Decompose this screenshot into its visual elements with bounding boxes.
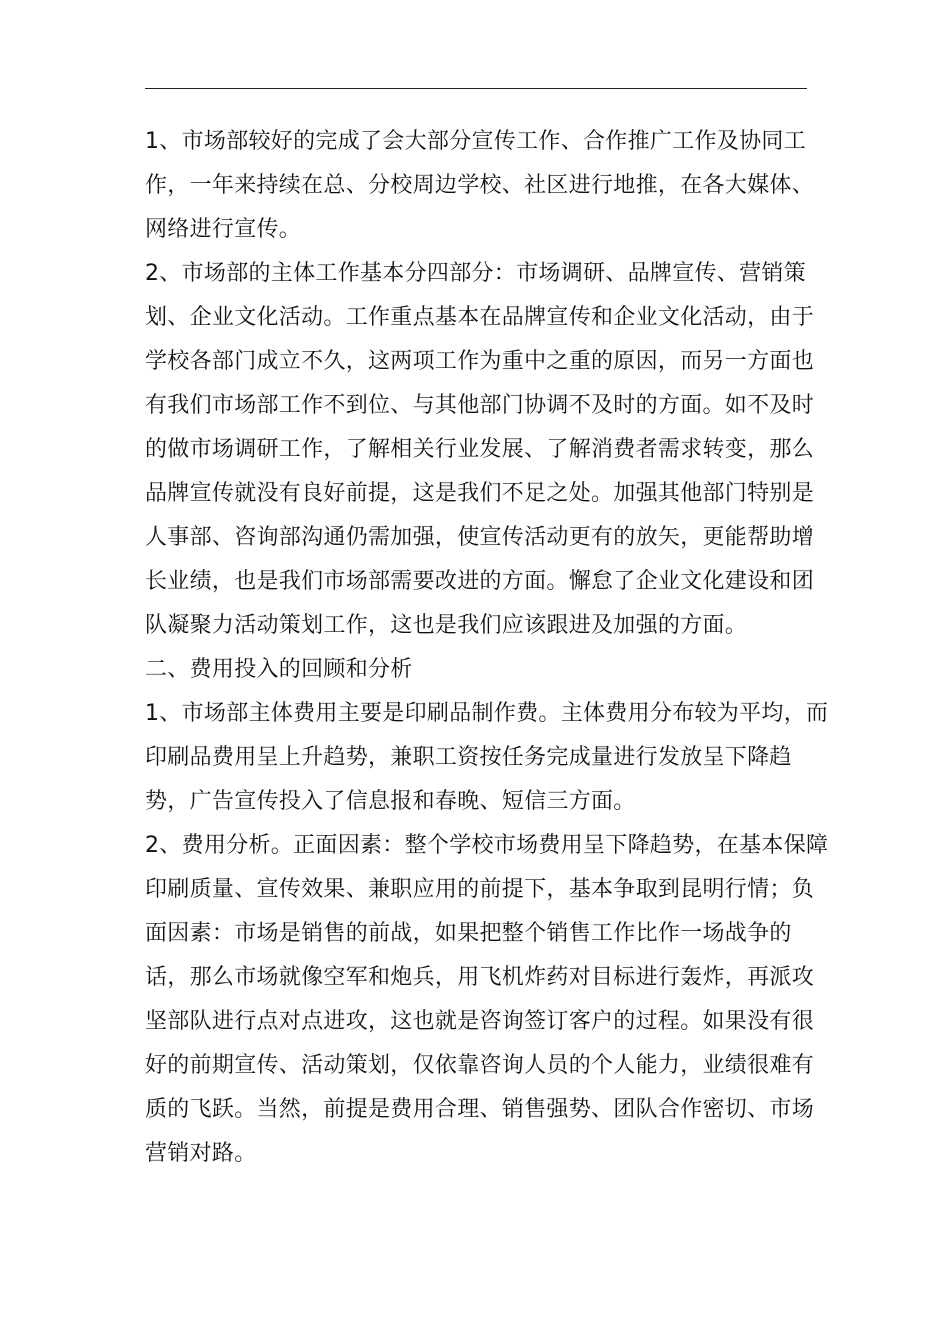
paragraph-cost-composition: 1、市场部主体费用主要是印刷品制作费。主体费用分布较为平均，而印刷品费用呈上升趋势，兼职工资按任务完成量进行发放呈下降趋势，广告宣传投入了信息报和春晚、短信三方面。 (145, 701, 829, 814)
paragraph-main-work-analysis: 2、市场部的主体工作基本分四部分：市场调研、品牌宣传、营销策划、企业文化活动。工作重点基本在品牌宣传和企业文化活动，由于学校各部门成立不久，这两项工作为重中之重的原因，而另一方面也有我们市场部工作不到位、与其他部门协调不及时的方面。如不及时的做市场调研工作，了解相关行业发展、了解消费者需求转变，那么品牌宣传就没有良好前提，这是我们不足之处。加强其他部门特别是人事部、咨询部沟通仍需加强，使宣传活动更有的放矢，更能帮助增长业绩，也是我们市场部需要改进的方面。懈怠了企业文化建设和团队凝聚力活动策划工作，这也是我们应该跟进及加强的方面。 (145, 261, 815, 638)
paragraph-cost-analysis: 2、费用分析。正面因素：整个学校市场费用呈下降趋势，在基本保障印刷质量、宣传效果、兼职应用的前提下，基本争取到昆明行情；负面因素：市场是销售的前战，如果把整个销售工作比作一场战争的话，那么市场就像空军和炮兵，用飞机炸药对目标进行轰炸，再派攻坚部队进行点对点进攻，这也就是咨询签订客户的过程。如果没有很好的前期宣传、活动策划，仅依靠咨询人员的个人能力，业绩很难有质的飞跃。当然，前提是费用合理、销售强势、团队合作密切、市场营销对路。 (145, 833, 829, 1166)
document-body (145, 120, 835, 1176)
header-rule (145, 88, 807, 89)
paragraph-market-work-summary: 1、市场部较好的完成了会大部分宣传工作、合作推广工作及协同工作，一年来持续在总、分校周边学校、社区进行地推，在各大媒体、网络进行宣传。 (145, 129, 815, 242)
section-heading-cost-review: 二、费用投入的回顾和分析 (145, 657, 413, 682)
